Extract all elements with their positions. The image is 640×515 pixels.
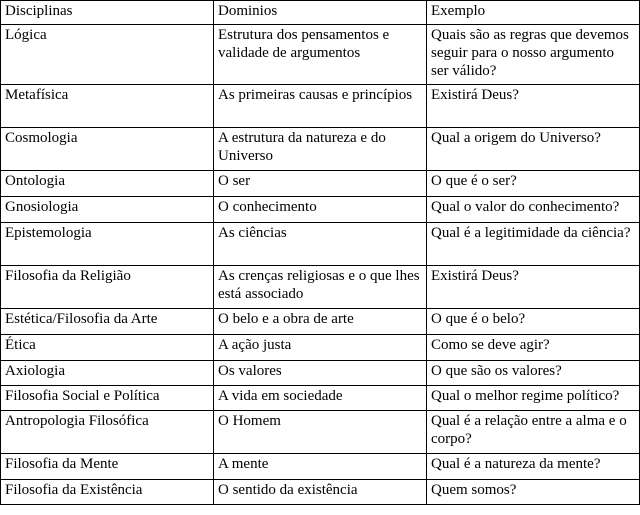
table-row <box>1 454 640 480</box>
example-cell: Existirá Deus? <box>427 266 640 309</box>
domain-cell: A mente <box>214 454 427 480</box>
example-cell: Como se deve agir? <box>427 335 640 361</box>
domain-cell: O ser <box>214 171 427 197</box>
discipline-cell: Filosofia da Mente <box>1 454 214 480</box>
discipline-cell: Lógica <box>1 25 214 85</box>
domain-cell: As ciências <box>214 223 427 266</box>
header-row <box>1 1 640 25</box>
discipline-cell: Ética <box>1 335 214 361</box>
discipline-cell: Axiologia <box>1 361 214 386</box>
table-row <box>1 85 640 128</box>
discipline-cell: Antropologia Filosófica <box>1 411 214 454</box>
example-cell: Qual o valor do conhecimento? <box>427 197 640 223</box>
domain-cell: As primeiras causas e princípios <box>214 85 427 128</box>
table-row <box>1 480 640 505</box>
example-cell: O que são os valores? <box>427 361 640 386</box>
header-exemplo: Exemplo <box>427 1 640 25</box>
domain-cell: A ação justa <box>214 335 427 361</box>
discipline-cell: Estética/Filosofia da Arte <box>1 309 214 335</box>
table-row <box>1 266 640 309</box>
table-row <box>1 223 640 266</box>
domain-cell: A estrutura da natureza e do Universo <box>214 128 427 171</box>
table-row <box>1 411 640 454</box>
discipline-cell: Filosofia Social e Política <box>1 386 214 411</box>
table-row <box>1 197 640 223</box>
domain-cell: Os valores <box>214 361 427 386</box>
example-cell: O que é o ser? <box>427 171 640 197</box>
domain-cell: O sentido da existência <box>214 480 427 505</box>
discipline-cell: Filosofia da Religião <box>1 266 214 309</box>
example-cell: Qual é a legitimidade da ciência? <box>427 223 640 266</box>
example-cell: Quais são as regras que devemos seguir para o nosso argumento ser válido? <box>427 25 640 85</box>
discipline-cell: Epistemologia <box>1 223 214 266</box>
header-dominios: Dominios <box>214 1 427 25</box>
domain-cell: Estrutura dos pensamentos e validade de argumentos <box>214 25 427 85</box>
example-cell: Existirá Deus? <box>427 85 640 128</box>
example-cell: Qual a origem do Universo? <box>427 128 640 171</box>
domain-cell: O belo e a obra de arte <box>214 309 427 335</box>
discipline-cell: Ontologia <box>1 171 214 197</box>
table-row <box>1 25 640 85</box>
table-row <box>1 335 640 361</box>
example-cell: Quem somos? <box>427 480 640 505</box>
header-disciplinas: Disciplinas <box>1 1 214 25</box>
discipline-cell: Metafísica <box>1 85 214 128</box>
table-row <box>1 171 640 197</box>
domain-cell: A vida em sociedade <box>214 386 427 411</box>
example-cell: Qual o melhor regime político? <box>427 386 640 411</box>
table-row <box>1 386 640 411</box>
domain-cell: As crenças religiosas e o que lhes está associado <box>214 266 427 309</box>
example-cell: O que é o belo? <box>427 309 640 335</box>
discipline-cell: Cosmologia <box>1 128 214 171</box>
discipline-cell: Gnosiologia <box>1 197 214 223</box>
domain-cell: O Homem <box>214 411 427 454</box>
discipline-cell: Filosofia da Existência <box>1 480 214 505</box>
table-row <box>1 309 640 335</box>
domain-cell: O conhecimento <box>214 197 427 223</box>
example-cell: Qual é a natureza da mente? <box>427 454 640 480</box>
example-cell: Qual é a relação entre a alma e o corpo? <box>427 411 640 454</box>
table-row <box>1 361 640 386</box>
table-row <box>1 128 640 171</box>
